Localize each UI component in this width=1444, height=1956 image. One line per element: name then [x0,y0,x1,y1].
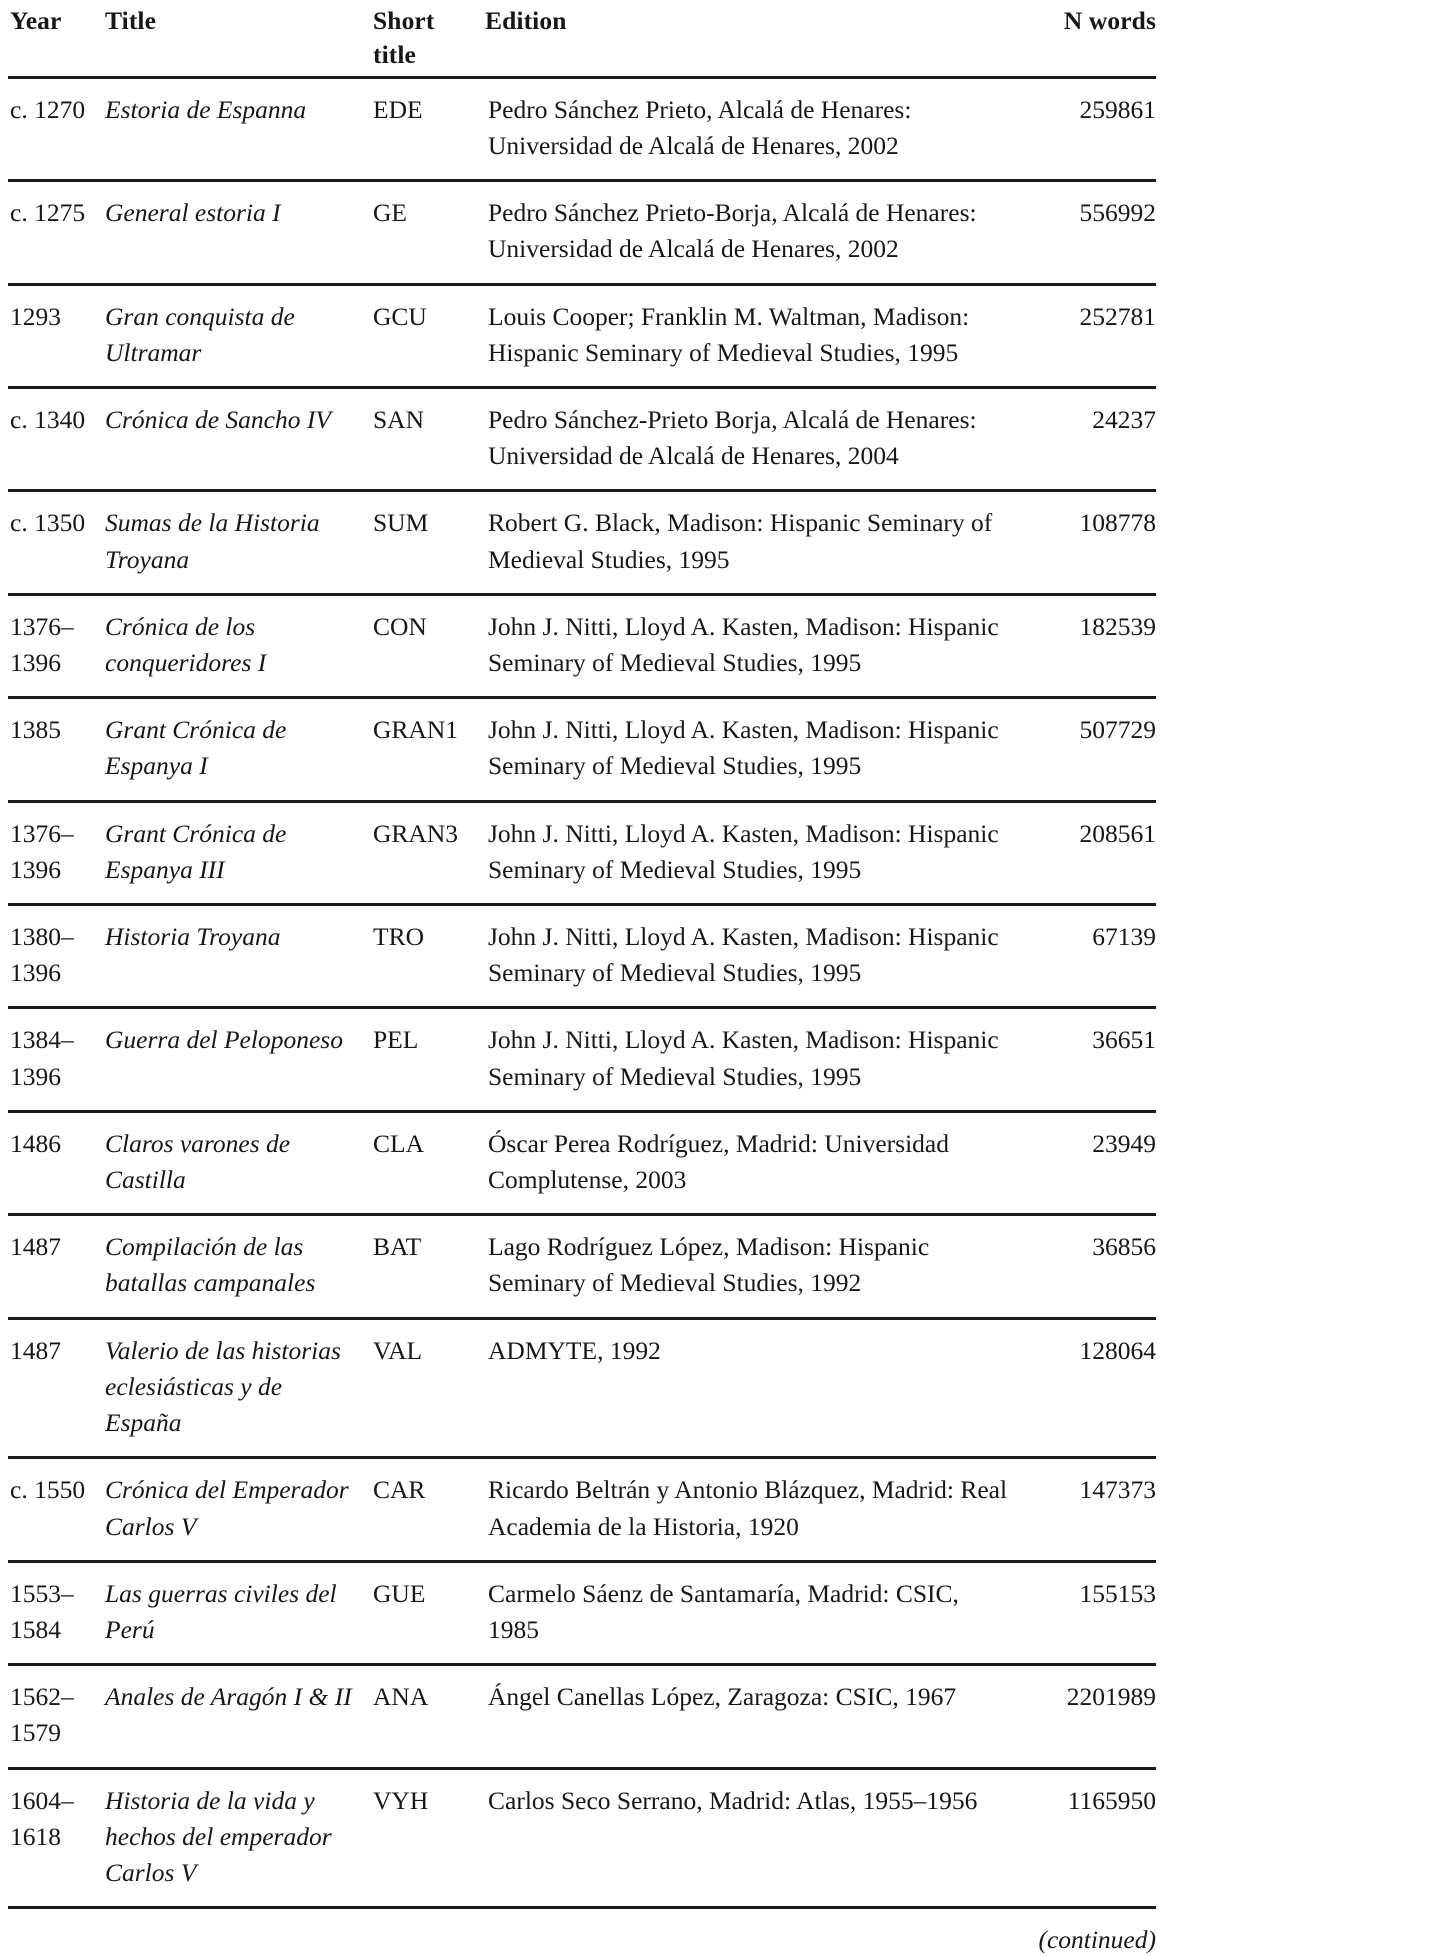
cell-title: Anales de Aragón I & II [105,1682,352,1712]
cell-n-words: 1165950 [1067,1785,1156,1815]
cell-edition: Louis Cooper; Franklin M. Waltman, Madison: Hispanic Seminary of Medieval Studies, 1995 [488,301,970,367]
cell-short-title: EDE [373,94,423,124]
cell-short-title: ANA [373,1682,429,1712]
cell-title: Claros varones de Castilla [105,1128,291,1195]
cell-n-words: 182539 [1079,611,1156,641]
cell-short-title: CAR [373,1475,426,1505]
cell-n-words: 2201989 [1066,1682,1156,1712]
cell-n-words: 208561 [1079,818,1156,848]
cell-title: Grant Crónica de Espanya I [105,715,287,781]
column-header-short-title [373,0,485,77]
cell-edition: Carmelo Sáenz de Santamaría, Madrid: CSIC, 1985 [488,1578,959,1644]
cell-short-title: GE [373,198,407,228]
cell-year: c. 1350 [10,508,86,538]
cell-short-title: VAL [373,1335,423,1365]
cell-title: Gran conquista de Ultramar [105,301,295,367]
cell-n-words: 67139 [1092,922,1156,952]
cell-short-title: GCU [373,301,427,331]
cell-edition: Pedro Sánchez Prieto, Alcalá de Henares: Universidad de Alcalá de Henares, 2002 [488,94,912,161]
cell-year: 1385 [10,715,61,745]
table-header [8,0,1156,77]
table-row [8,1665,1156,1768]
table-row [8,698,1156,801]
table-row [8,388,1156,491]
table-body [8,77,1156,1907]
cell-edition: Ricardo Beltrán y Antonio Blázquez, Madrid: Real Academia de la Historia, 1920 [488,1475,1008,1541]
cell-edition: John J. Nitti, Lloyd A. Kasten, Madison: Hispanic Seminary of Medieval Studies, 1995 [488,922,999,988]
cell-short-title: CLA [373,1128,424,1158]
cell-year: 1604–1618 [10,1785,74,1851]
table-row [8,181,1156,284]
cell-year: 1376–1396 [10,611,74,678]
cell-title: Valerio de las historias eclesiásticas y de España [105,1335,341,1438]
cell-edition: John J. Nitti, Lloyd A. Kasten, Madison: Hispanic Seminary of Medieval Studies, 1995 [488,818,999,884]
cell-year: 1553–1584 [10,1578,74,1644]
table-row [8,1215,1156,1318]
table-header-row [8,0,1156,77]
table-row [8,491,1156,594]
cell-n-words: 147373 [1079,1475,1156,1505]
cell-title: Crónica de Sancho IV [105,405,331,435]
cell-short-title: TRO [373,922,424,952]
cell-n-words: 259861 [1079,94,1156,124]
cell-edition: Carlos Seco Serrano, Madrid: Atlas, 1955–1956 [488,1785,978,1815]
cell-year: 1380–1396 [10,922,74,988]
table-row [8,77,1156,180]
cell-year: c. 1270 [10,94,86,124]
cell-n-words: 556992 [1079,198,1156,228]
cell-year: 1384–1396 [10,1025,74,1091]
cell-edition: John J. Nitti, Lloyd A. Kasten, Madison: Hispanic Seminary of Medieval Studies, 1995 [488,715,999,781]
table-row [8,1561,1156,1664]
cell-short-title: SAN [373,405,425,435]
cell-year: 1487 [10,1232,61,1262]
table-continued-note: (continued) [1038,1925,1156,1955]
cell-title: Sumas de la Historia Troyana [105,508,320,574]
cell-edition: Robert G. Black, Madison: Hispanic Seminary of Medieval Studies, 1995 [488,508,993,574]
column-header-title: Title [105,6,157,35]
cell-title: Historia Troyana [105,922,281,952]
cell-short-title: GRAN1 [373,715,459,745]
cell-year: c. 1275 [10,198,86,228]
cell-n-words: 155153 [1079,1578,1156,1608]
cell-title: Guerra del Peloponeso [105,1025,343,1055]
cell-year: 1486 [10,1128,61,1158]
cell-short-title: CON [373,611,427,641]
cell-short-title: VYH [373,1785,429,1815]
column-header-year: Year [10,6,62,35]
cell-year: 1293 [10,301,61,331]
column-header-edition: Edition [485,6,567,35]
cell-year: 1487 [10,1335,61,1365]
cell-short-title: GUE [373,1578,426,1608]
cell-short-title: GRAN3 [373,818,459,848]
cell-edition: Ángel Canellas López, Zaragoza: CSIC, 1967 [488,1682,957,1712]
cell-title: Compilación de las batallas campanales [105,1232,316,1298]
cell-n-words: 252781 [1079,301,1156,331]
cell-edition: Pedro Sánchez-Prieto Borja, Alcalá de Henares: Universidad de Alcalá de Henares, 2004 [488,405,977,471]
cell-n-words: 36651 [1092,1025,1156,1055]
cell-n-words: 24237 [1092,405,1156,435]
table-row [8,594,1156,697]
cell-n-words: 36856 [1092,1232,1156,1262]
cell-title: Las guerras civiles del Perú [105,1578,337,1644]
cell-n-words: 23949 [1092,1128,1156,1158]
table-row [8,801,1156,904]
cell-title: Historia de la vida y hechos del emperador Carlos V [105,1785,332,1887]
cell-short-title: SUM [373,508,429,538]
cell-short-title: BAT [373,1232,422,1262]
cell-edition: Lago Rodríguez López, Madison: Hispanic Seminary of Medieval Studies, 1992 [488,1232,930,1298]
cell-year: 1376–1396 [10,818,74,884]
cell-edition: Óscar Perea Rodríguez, Madrid: Universidad Complutense, 2003 [488,1128,949,1195]
cell-title: Grant Crónica de Espanya III [105,818,287,884]
table-row [8,1318,1156,1458]
cell-title: Crónica de los conqueridores I [105,611,267,678]
column-header-short-title-line1: Short [373,6,435,35]
cell-edition: Pedro Sánchez Prieto-Borja, Alcalá de Henares: Universidad de Alcalá de Henares, 2002 [488,198,977,264]
table-row [8,284,1156,387]
cell-n-words: 108778 [1079,508,1156,538]
cell-title: Crónica del Emperador Carlos V [105,1475,349,1541]
cell-n-words: 128064 [1079,1335,1156,1365]
cell-short-title: PEL [373,1025,419,1055]
cell-year: c. 1550 [10,1475,86,1505]
column-header-n-words: N words [1063,6,1156,35]
cell-title: General estoria I [105,198,281,228]
table-row [8,1458,1156,1561]
cell-edition: John J. Nitti, Lloyd A. Kasten, Madison: Hispanic Seminary of Medieval Studies, 1995 [488,611,999,678]
column-header-short-title-line2: title [373,39,416,69]
cell-title: Estoria de Espanna [105,94,307,124]
corpus-table [8,0,1156,1909]
table-row [8,1111,1156,1214]
table-row [8,1008,1156,1111]
cell-n-words: 507729 [1079,715,1156,745]
cell-year: c. 1340 [10,405,86,435]
table-row [8,1768,1156,1908]
cell-edition: ADMYTE, 1992 [488,1335,661,1365]
table-row [8,905,1156,1008]
cell-year: 1562–1579 [10,1682,74,1748]
cell-edition: John J. Nitti, Lloyd A. Kasten, Madison: Hispanic Seminary of Medieval Studies, 1995 [488,1025,999,1091]
